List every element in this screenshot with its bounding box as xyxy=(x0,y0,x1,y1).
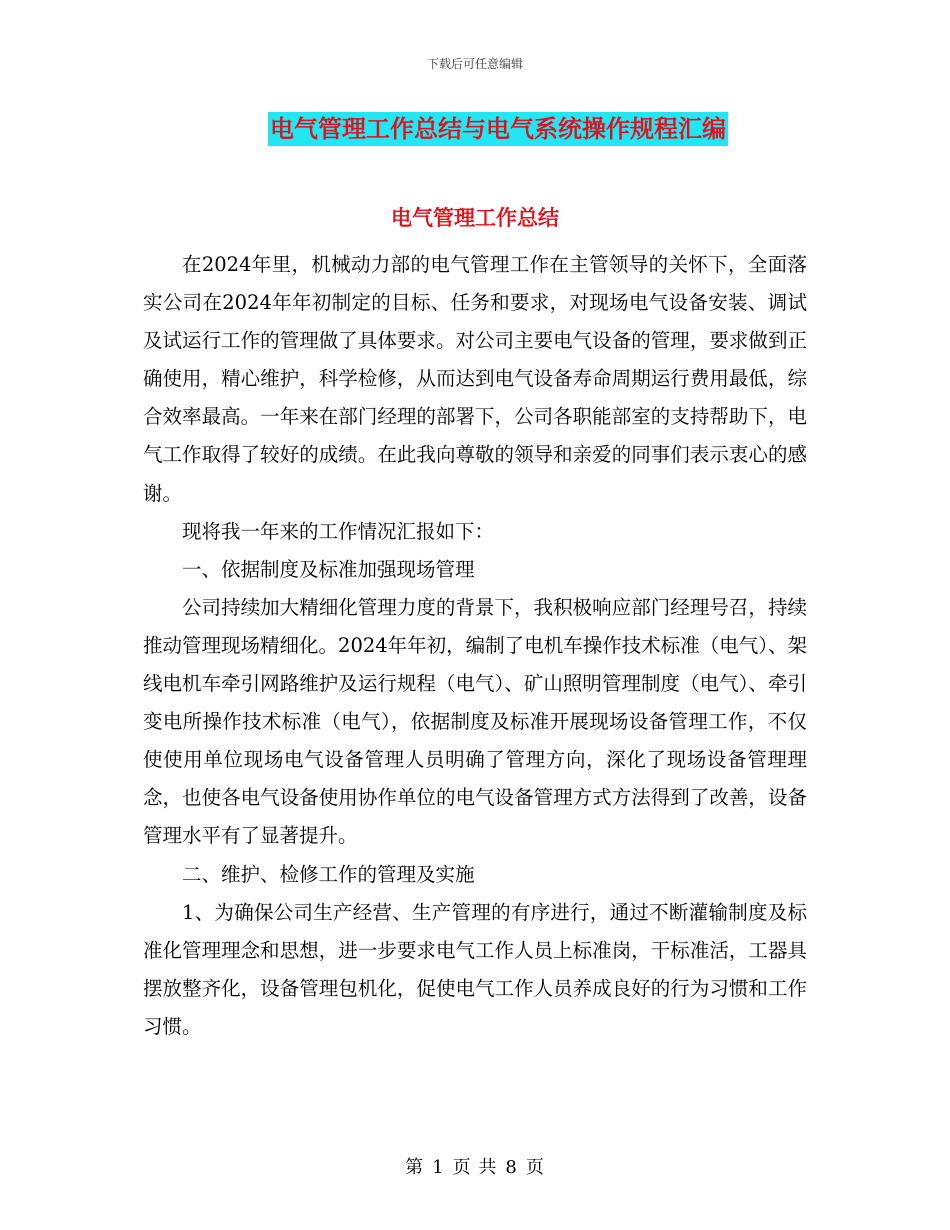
page-total: 8 xyxy=(505,1157,518,1178)
heading-section-1: 一、依据制度及标准加强现场管理 xyxy=(182,557,475,581)
header-note: 下载后可任意编辑 xyxy=(426,57,523,71)
page-current: 1 xyxy=(432,1157,445,1178)
main-title-text: 电气管理工作总结与电气系统操作规程汇编 xyxy=(268,112,728,146)
paragraph-intro: 在2024年里，机械动力部的电气管理工作在主管领导的关怀下，全面落实公司在2024年年初制定的目标、任务和要求，对现场电气设备安装、调试及试运行工作的管理做了具体要求。对公司主要电气设备的管理，要求做到正确使用，精心维护，科学检修，从而达到电气设备寿命周期运行费用最低，综合效率最高。一年来在部门经理的部署下，公司各职能部室的支持帮助下，电气工作取得了较好的成绩。在此我向尊敬的领导和亲爱的同事们表示衷心的感谢。 xyxy=(143,253,807,505)
paragraph-report-intro: 现将我一年来的工作情况汇报如下： xyxy=(182,519,495,543)
page-footer xyxy=(0,1153,950,1179)
document-main-title xyxy=(0,112,950,146)
page-label-mid: 页 共 xyxy=(452,1157,498,1178)
section-title: 电气管理工作总结 xyxy=(391,205,559,230)
paragraph-section-2-item-1: 1、为确保公司生产经营、生产管理的有序进行，通过不断灌输制度及标准化管理理念和思想，进一步要求电气工作人员上标准岗，干标准活，工器具摆放整齐化，设备管理包机化，促使电气工作人员养成良好的行为习惯和工作习惯。 xyxy=(143,900,807,1038)
page-label-suffix: 页 xyxy=(525,1157,545,1178)
document-body xyxy=(143,246,807,1046)
heading-section-2: 二、维护、检修工作的管理及实施 xyxy=(182,862,475,886)
page-label-prefix: 第 xyxy=(405,1157,425,1178)
paragraph-section-1: 公司持续加大精细化管理力度的背景下，我积极响应部门经理号召，持续推动管理现场精细化。2024年年初，编制了电机车操作技术标准（电气）、架线电机车牵引网路维护及运行规程（电气）、矿山照明管理制度（电气）、牵引变电所操作技术标准（电气），依据制度及标准开展现场设备管理工作，不仅使使用单位现场电气设备管理人员明确了管理方向，深化了现场设备管理理念，也使各电气设备使用协作单位的电气设备管理方式方法得到了改善，设备管理水平有了显著提升。 xyxy=(143,595,807,848)
